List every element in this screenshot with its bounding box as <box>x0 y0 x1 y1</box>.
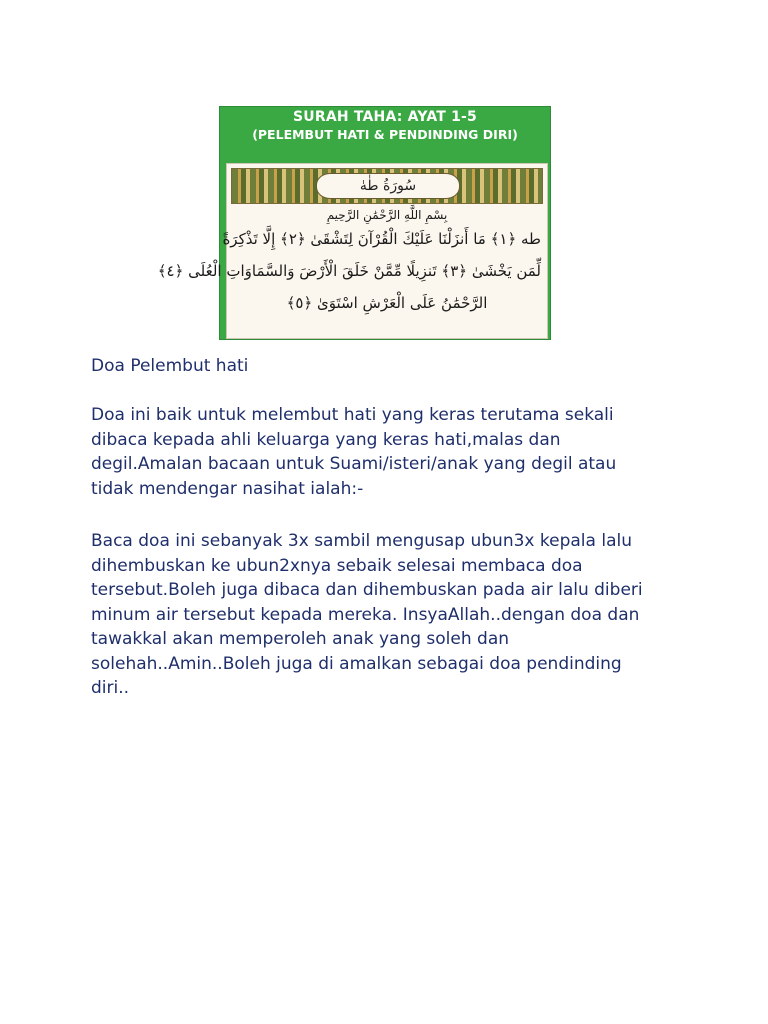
image-title: SURAH TAHA: AYAT 1-5 <box>293 109 477 125</box>
doc-heading: Doa Pelembut hati <box>91 356 249 376</box>
verse-line: لِّمَن يَخْشَىٰ ﴿٣﴾ تَنزِيلًا مِّمَّنْ خَلَقَ الْأَرْضَ وَالسَّمَاوَاتِ الْعُلَى ﴿٤﴾ <box>157 262 541 280</box>
verse-line: الرَّحْمَٰنُ عَلَى الْعَرْشِ اسْتَوَىٰ ﴿٥﴾ <box>286 294 488 312</box>
quran-verses-panel <box>157 163 548 339</box>
paragraph-instructions: Baca doa ini sebanyak 3x sambil mengusap ubun3x kepala lalu dihembuskan ke ubun2xnya sebaik selesai membaca doa tersebut.Boleh juga dibaca dan dihembuskan pada air lalu diberi minum air tersebut kepada mereka. InsyaAllah..dengan doa dan tawakkal akan memperoleh anak yang soleh dan solehah..Amin..Boleh juga di amalkan sebagai doa pendinding diri.. <box>91 531 643 698</box>
image-subtitle: (PELEMBUT HATI & PENDINDING DIRI) <box>252 127 518 142</box>
surah-name-cartouche: سُورَةُ طٰهٰ <box>316 173 460 199</box>
paragraph-intro: Doa ini baik untuk melembut hati yang keras terutama sekali dibaca kepada ahli keluarga yang keras hati,malas dan degil.Amalan bacaan untuk Suami/isteri/anak yang degil atau tidak mendengar nasihat ialah:- <box>91 405 617 499</box>
verse-line: طه ﴿١﴾ مَا أَنزَلْنَا عَلَيْكَ الْقُرْآنَ لِتَشْقَىٰ ﴿٢﴾ إِلَّا تَذْكِرَةً <box>222 230 541 248</box>
ornament-header <box>231 168 543 204</box>
basmalah-line: بِسْمِ اللَّهِ الرَّحْمَٰنِ الرَّحِيمِ <box>326 208 448 222</box>
surah-taha-image <box>157 106 551 340</box>
